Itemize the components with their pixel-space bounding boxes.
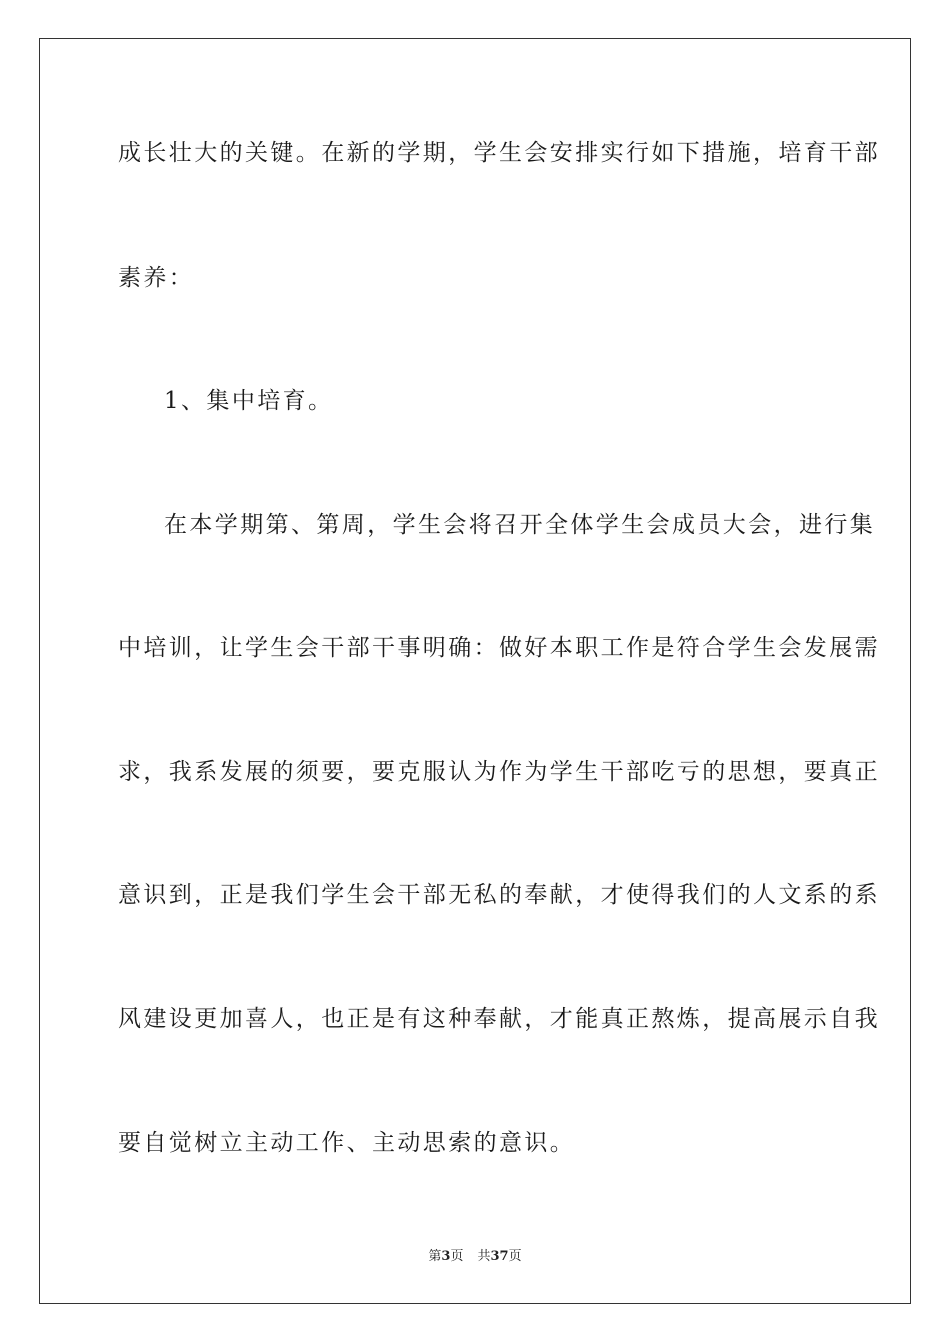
body-text-line-2: 素养：: [118, 265, 195, 291]
body-text-line-5: 求，我系发展的须要，要克服认为作为学生干部吃亏的思想，要真正: [118, 759, 880, 785]
body-text-line-8: 要自觉树立主动工作、主动思索的意识。: [118, 1130, 576, 1156]
page-number: 3: [441, 1249, 451, 1264]
page-footer: [0, 1248, 950, 1266]
page-suffix: 页: [450, 1249, 464, 1264]
body-text-line-6: 意识到，正是我们学生会干部无私的奉献，才使得我们的人文系的系: [118, 882, 880, 908]
total-prefix: 共: [477, 1249, 491, 1264]
body-text-line-7: 风建设更加喜人，也正是有这种奉献，才能真正熬炼，提高展示自我: [118, 1006, 880, 1032]
body-text-line-4: 中培训，让学生会干部干事明确：做好本职工作是符合学生会发展需: [118, 635, 880, 661]
total-pages: 37: [490, 1249, 509, 1264]
total-suffix: 页: [508, 1249, 522, 1264]
page-border: [39, 38, 911, 1304]
section-heading: 1、集中培育。: [164, 388, 334, 414]
page-prefix: 第: [428, 1249, 442, 1264]
body-text-line-3: 在本学期第、第周，学生会将召开全体学生会成员大会，进行集: [164, 512, 876, 538]
body-text-line-1: 成长壮大的关键。在新的学期，学生会安排实行如下措施，培育干部: [118, 140, 880, 166]
